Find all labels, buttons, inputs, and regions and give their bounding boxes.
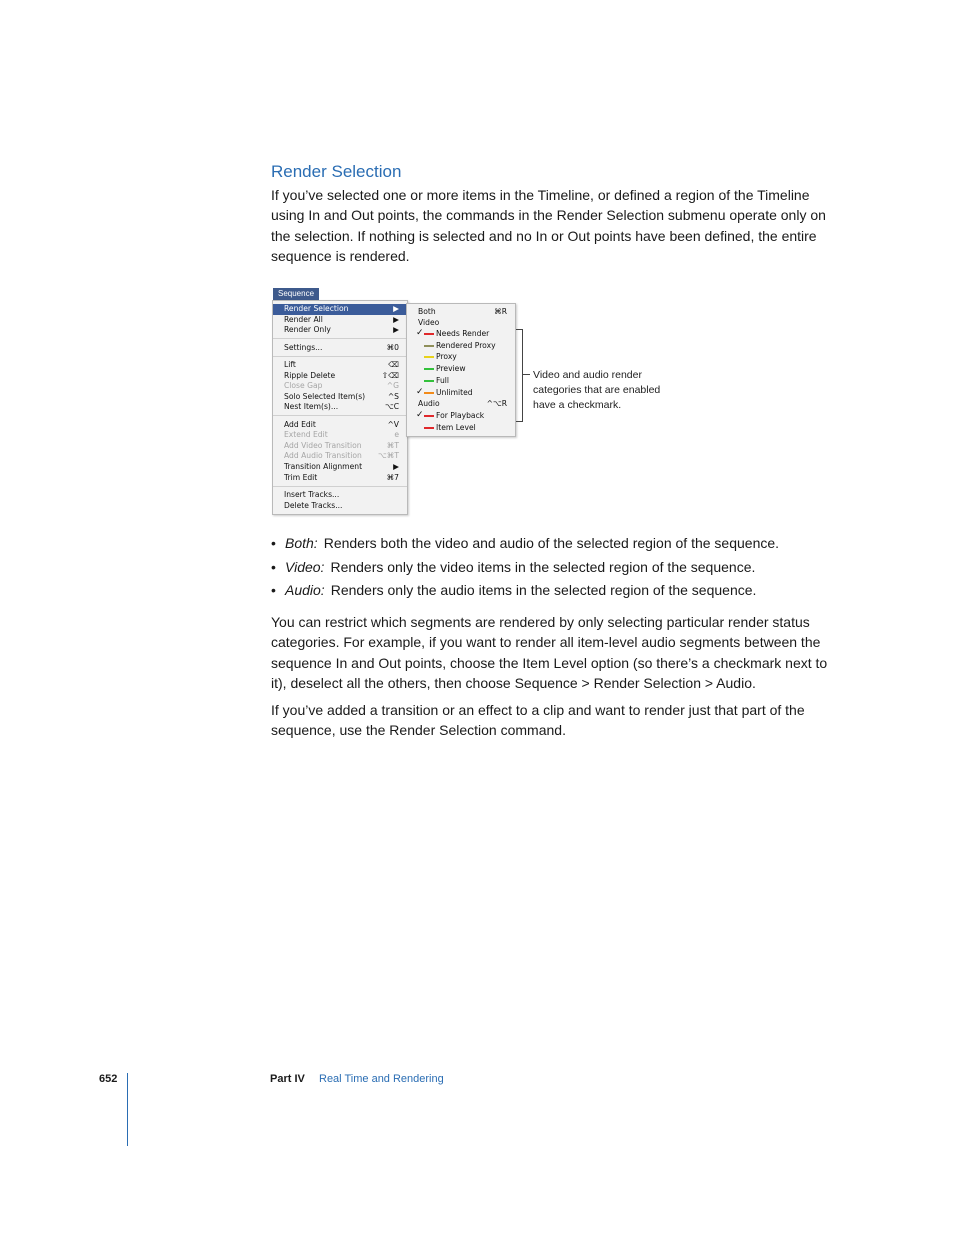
intro-paragraph: If you’ve selected one or more items in the Timeline, or defined a region of the Timeline using In and Out points, the commands in the Render Selection submenu operate only on the selection. If nothing is selected and no In or Out points have been defined, the entire sequence is rendered. (271, 187, 826, 264)
menu-item-add-audio-transition[interactable]: Add Audio Transition ⌥⌘T (284, 451, 399, 460)
menu-item-render-selection[interactable]: Render Selection ▶ (273, 304, 407, 315)
submenu-item-needs-render[interactable]: ✓ Needs Render (416, 328, 490, 338)
submenu-item-audio[interactable]: Audio ^⌥R (418, 399, 507, 408)
render-color-swatch (424, 333, 434, 335)
list-item: • Both: Renders both the video and audio of the selected region of the sequence. (271, 535, 780, 551)
menu-separator (273, 356, 407, 357)
menu-item-delete-tracks[interactable]: Delete Tracks... (284, 500, 343, 510)
page-number: 652 (99, 1073, 118, 1085)
menu-item-add-video-transition[interactable]: Add Video Transition ⌘T (284, 440, 399, 450)
menu-item-settings[interactable]: Settings... ⌘0 (284, 342, 399, 352)
body-paragraph: You can restrict which segments are rendered by only selecting particular render status categories. For example, if you want to render all item-level audio segments between the sequence In and Out points, choose the Item Level option (so there’s a checkmark next to it), deselect all the others, then choose Sequence > Render Selection > Audio. (271, 614, 828, 691)
submenu-item-video[interactable]: Video (418, 318, 440, 327)
submenu-item-preview[interactable]: Preview (407, 363, 515, 375)
menu-item-insert-tracks[interactable]: Insert Tracks... (284, 490, 340, 499)
sequence-menu-title[interactable]: Sequence (273, 288, 319, 300)
render-color-swatch (424, 356, 434, 358)
menu-item-close-gap[interactable]: Close Gap ^G (284, 381, 399, 390)
menu-item-nest-items[interactable]: Nest Item(s)... ⌥C (284, 402, 399, 411)
menu-item-transition-alignment[interactable]: Transition Alignment ▶ (284, 462, 399, 471)
bullet-icon: • (271, 558, 276, 575)
callout-text: Video and audio render categories that are enabled have a checkmark. (533, 369, 661, 411)
list-item: • Video: Renders only the video items in the selected region of the sequence. (271, 558, 756, 575)
submenu-item-both[interactable]: Both ⌘R (418, 307, 507, 316)
bullet-list (271, 533, 831, 604)
submenu-item-for-playback[interactable]: ✓ For Playback (416, 409, 485, 420)
submenu-item-proxy[interactable]: Proxy (407, 351, 515, 363)
menu-separator (273, 486, 407, 487)
menu-separator (273, 415, 407, 416)
menu-separator (273, 338, 407, 339)
bullet-icon: • (271, 535, 276, 551)
body-paragraph: If you’ve added a transition or an effect to a clip and want to render just that part of the sequence, use the Render Selection command. (271, 702, 805, 739)
menu-item-extend-edit[interactable]: Extend Edit e (284, 430, 399, 439)
menu-item-render-all[interactable]: Render All ▶ (284, 314, 399, 324)
footer-part-title[interactable]: Real Time and Rendering (319, 1073, 444, 1085)
menu-item-solo-selected[interactable]: Solo Selected Item(s) ^S (284, 391, 399, 401)
footer-part-label: Part IV (270, 1073, 305, 1085)
section-title: Render Selection (271, 162, 402, 181)
submenu-item-full[interactable]: Full (407, 375, 515, 387)
render-color-swatch (424, 345, 434, 347)
menu-item-lift[interactable]: Lift ⌫ (284, 360, 399, 369)
render-color-swatch (424, 392, 434, 394)
submenu-item-unlimited[interactable]: ✓ Unlimited (416, 386, 473, 397)
menu-item-render-only[interactable]: Render Only ▶ (284, 325, 399, 334)
list-item: • Audio: Renders only the audio items in the selected region of the sequence. (271, 582, 757, 598)
menu-item-ripple-delete[interactable]: Ripple Delete ⇧⌫ (284, 370, 399, 380)
submenu-item-rendered-proxy[interactable]: Rendered Proxy (407, 340, 515, 352)
callout-leader-line (522, 374, 530, 375)
sequence-menu (272, 300, 408, 515)
render-selection-submenu (406, 303, 516, 437)
callout-bracket (516, 329, 523, 422)
submenu-item-item-level[interactable]: Item Level (407, 422, 515, 434)
menu-item-add-edit[interactable]: Add Edit ^V (284, 419, 399, 429)
render-color-swatch (424, 368, 434, 370)
render-color-swatch (424, 415, 434, 417)
render-color-swatch (424, 427, 434, 429)
render-color-swatch (424, 380, 434, 382)
checkmark-icon: ✓ (416, 328, 424, 338)
checkmark-icon: ✓ (416, 386, 424, 397)
menu-item-trim-edit[interactable]: Trim Edit ⌘7 (284, 472, 399, 482)
footer-divider (127, 1073, 128, 1146)
bullet-icon: • (271, 582, 276, 598)
checkmark-icon: ✓ (416, 409, 424, 420)
